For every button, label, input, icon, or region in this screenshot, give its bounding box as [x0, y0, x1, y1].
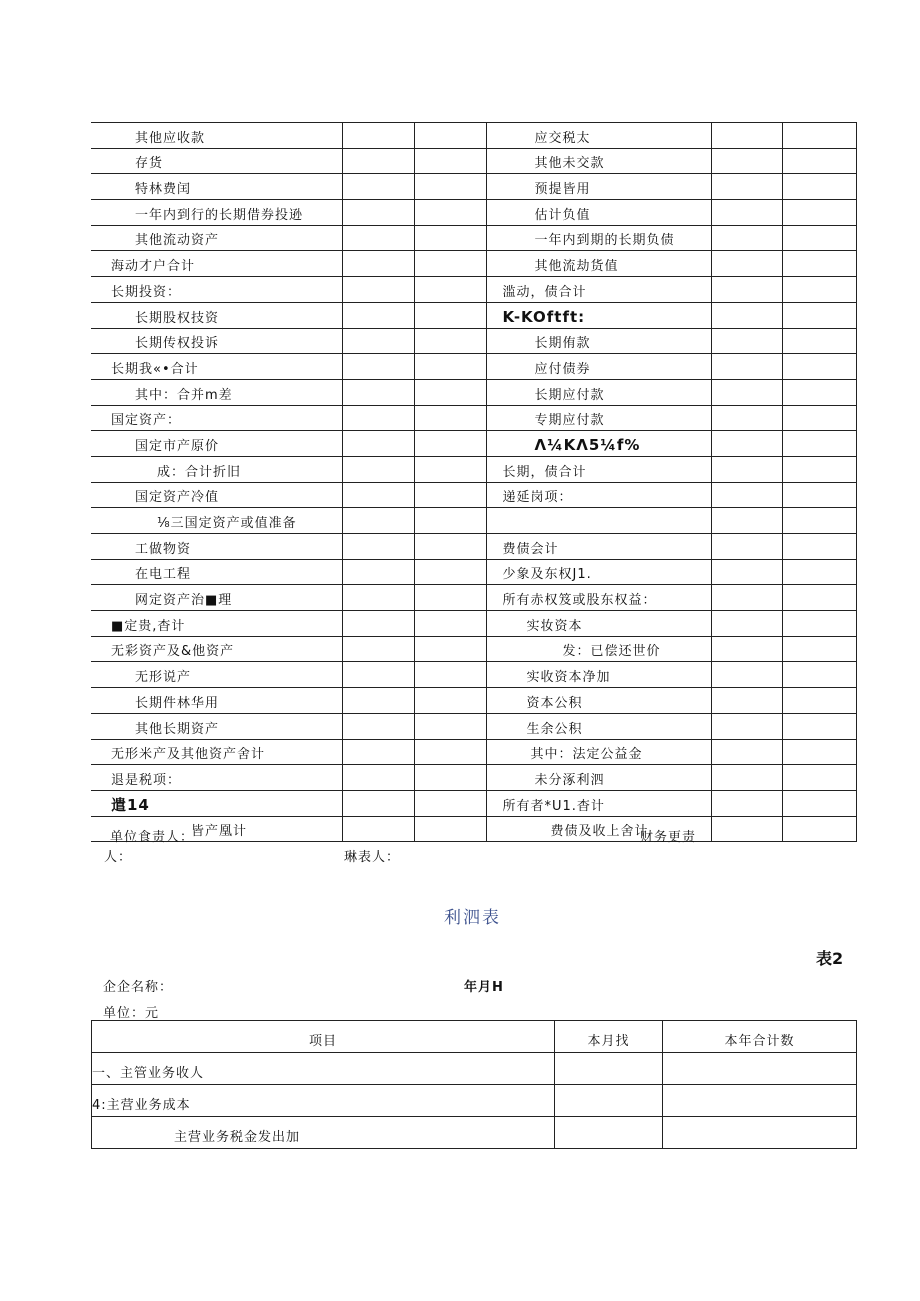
liability-label — [486, 585, 711, 611]
asset-value-begin — [342, 328, 414, 354]
asset-value-end — [414, 456, 486, 482]
cell-text: 费债及收上舍计 — [550, 824, 649, 840]
asset-value-begin — [342, 713, 414, 739]
asset-value-begin — [342, 174, 414, 200]
income-year-total — [663, 1085, 857, 1117]
asset-value-end — [414, 739, 486, 765]
header-item: 项目 — [92, 1021, 555, 1053]
asset-value-begin — [342, 662, 414, 688]
cell-text: 长期侑款 — [534, 336, 591, 352]
asset-value-begin — [342, 379, 414, 405]
liability-label — [486, 611, 711, 637]
liability-value-end — [782, 482, 856, 508]
asset-value-begin — [342, 123, 414, 149]
liability-label — [486, 790, 711, 816]
asset-value-end — [414, 713, 486, 739]
liability-value-begin — [711, 688, 782, 714]
table-row — [91, 123, 856, 149]
table-row — [91, 405, 856, 431]
table-row — [91, 225, 856, 251]
asset-value-end — [414, 123, 486, 149]
asset-label — [91, 765, 342, 791]
asset-value-end — [414, 790, 486, 816]
liability-value-begin — [711, 765, 782, 791]
person-label: 人： — [104, 850, 133, 865]
liability-value-end — [782, 174, 856, 200]
cell-text: 发：已偿还世价 — [562, 644, 661, 660]
asset-value-begin — [342, 354, 414, 380]
asset-value-begin — [342, 456, 414, 482]
cell-text: 长期投资： — [111, 284, 182, 300]
table-row — [91, 482, 856, 508]
asset-value-begin — [342, 765, 414, 791]
cell-text: 估计负值 — [534, 207, 591, 223]
cell-text: 国定市产原价 — [135, 438, 220, 454]
liability-label — [486, 482, 711, 508]
table-number: 表2 — [816, 949, 844, 968]
liability-label — [486, 456, 711, 482]
asset-value-end — [414, 534, 486, 560]
liability-label — [486, 123, 711, 149]
income-this-month — [555, 1117, 663, 1149]
asset-value-begin — [342, 739, 414, 765]
liability-label — [486, 662, 711, 688]
liability-value-begin — [711, 508, 782, 534]
asset-value-end — [414, 636, 486, 662]
liability-label — [486, 225, 711, 251]
asset-value-end — [414, 585, 486, 611]
table-row — [91, 713, 856, 739]
asset-value-begin — [342, 302, 414, 328]
liability-value-begin — [711, 225, 782, 251]
cell-text: 4:主营业务成本 — [92, 1098, 191, 1113]
liability-value-end — [782, 405, 856, 431]
unit-head-label: 单位食责人： — [110, 830, 195, 845]
table-row — [91, 302, 856, 328]
liability-value-begin — [711, 302, 782, 328]
asset-label — [91, 354, 342, 380]
asset-value-end — [414, 225, 486, 251]
asset-value-begin — [342, 636, 414, 662]
liability-value-begin — [711, 379, 782, 405]
asset-value-begin — [342, 482, 414, 508]
asset-value-begin — [342, 508, 414, 534]
income-item-label — [92, 1053, 555, 1085]
cell-text: 一、主管业务收人 — [92, 1066, 205, 1081]
cell-text: 所有赤权笈或股东权益： — [502, 593, 657, 609]
income-row — [92, 1085, 857, 1117]
cell-text: 长期应付款 — [534, 387, 605, 403]
income-item-label — [92, 1085, 555, 1117]
liability-label — [486, 277, 711, 303]
asset-label — [91, 302, 342, 328]
liability-value-end — [782, 379, 856, 405]
table-row — [91, 816, 856, 842]
asset-label — [91, 790, 342, 816]
asset-label — [91, 688, 342, 714]
table-row — [91, 328, 856, 354]
cell-text: 应付债券 — [534, 361, 591, 377]
asset-label — [91, 739, 342, 765]
liability-label — [486, 508, 711, 534]
asset-value-end — [414, 765, 486, 791]
cell-text: 皆产凰计 — [191, 824, 248, 840]
asset-label — [91, 200, 342, 226]
header-this-month: 本月找 — [555, 1021, 663, 1053]
cell-text: 费债会计 — [502, 541, 559, 557]
liability-value-begin — [711, 123, 782, 149]
asset-value-begin — [342, 585, 414, 611]
liability-value-end — [782, 431, 856, 457]
asset-label — [91, 277, 342, 303]
table-row — [91, 585, 856, 611]
cell-text: 工做物资 — [135, 541, 192, 557]
liability-label — [486, 713, 711, 739]
company-name-label: 企企名称： — [103, 980, 174, 995]
cell-text: 特林费闰 — [135, 182, 192, 198]
liability-value-end — [782, 251, 856, 277]
table-row — [91, 508, 856, 534]
cell-text: 网定资产治■理 — [135, 593, 233, 609]
asset-value-begin — [342, 559, 414, 585]
asset-value-end — [414, 816, 486, 842]
liability-value-end — [782, 302, 856, 328]
liability-value-end — [782, 585, 856, 611]
liability-value-begin — [711, 431, 782, 457]
asset-label — [91, 148, 342, 174]
income-this-month — [555, 1053, 663, 1085]
cell-text: 其他长期资产 — [135, 721, 220, 737]
liability-label — [486, 379, 711, 405]
asset-value-begin — [342, 200, 414, 226]
liability-value-end — [782, 148, 856, 174]
liability-value-end — [782, 713, 856, 739]
cell-text: 长期，债合计 — [502, 464, 587, 480]
liability-label — [486, 739, 711, 765]
liability-label — [486, 148, 711, 174]
asset-label — [91, 431, 342, 457]
liability-value-end — [782, 456, 856, 482]
asset-label — [91, 662, 342, 688]
asset-value-end — [414, 559, 486, 585]
table-row — [91, 662, 856, 688]
asset-label — [91, 225, 342, 251]
liability-value-end — [782, 790, 856, 816]
cell-text: 一年内到期的长期负债 — [534, 233, 675, 249]
liability-label — [486, 431, 711, 457]
cell-text: 长期我«•合计 — [111, 361, 199, 377]
income-statement-table — [91, 1020, 857, 1149]
liability-value-end — [782, 277, 856, 303]
cell-text: 未分涿利泗 — [534, 772, 605, 788]
liability-value-begin — [711, 585, 782, 611]
cell-text: 遣14 — [111, 795, 150, 814]
liability-value-begin — [711, 636, 782, 662]
asset-value-end — [414, 302, 486, 328]
asset-value-begin — [342, 790, 414, 816]
cell-text: 无形米产及其他资产舍计 — [111, 747, 266, 763]
cell-text: Λ¼KΛ5¼f% — [534, 435, 641, 454]
balance-sheet-table — [91, 122, 857, 842]
liability-value-begin — [711, 816, 782, 842]
liability-value-end — [782, 225, 856, 251]
liability-value-end — [782, 534, 856, 560]
income-item-label — [92, 1117, 555, 1149]
liability-value-begin — [711, 559, 782, 585]
liability-label — [486, 251, 711, 277]
liability-value-end — [782, 200, 856, 226]
table-row — [91, 354, 856, 380]
cell-text: 退是税项： — [111, 772, 182, 788]
asset-label — [91, 636, 342, 662]
asset-label — [91, 713, 342, 739]
asset-value-end — [414, 405, 486, 431]
table-row — [91, 251, 856, 277]
liability-label — [486, 765, 711, 791]
asset-value-end — [414, 662, 486, 688]
asset-value-begin — [342, 225, 414, 251]
cell-text: 所有者*U1.杳计 — [502, 798, 605, 814]
asset-label — [91, 405, 342, 431]
asset-value-begin — [342, 688, 414, 714]
liability-value-end — [782, 123, 856, 149]
asset-label — [91, 328, 342, 354]
liability-value-begin — [711, 277, 782, 303]
cell-text: 其他未交款 — [534, 156, 605, 172]
liability-label — [486, 302, 711, 328]
table-row — [91, 790, 856, 816]
income-year-total — [663, 1053, 857, 1085]
asset-value-begin — [342, 148, 414, 174]
cell-text: 长期股权技资 — [135, 310, 220, 326]
liability-label — [486, 636, 711, 662]
cell-text: 一年内到行的长期借券投逊 — [135, 207, 304, 223]
cell-text: 生余公积 — [526, 721, 583, 737]
asset-value-end — [414, 482, 486, 508]
table-row — [91, 611, 856, 637]
table-row — [91, 431, 856, 457]
table-row — [91, 688, 856, 714]
table-row — [91, 456, 856, 482]
liability-value-begin — [711, 790, 782, 816]
table-row — [91, 765, 856, 791]
asset-label — [91, 585, 342, 611]
income-statement-title: 利泗表 — [444, 908, 501, 928]
liability-value-begin — [711, 534, 782, 560]
cell-text: 少象及东权J1. — [502, 567, 592, 583]
cell-text: 递延岗项： — [502, 490, 573, 506]
table-row — [91, 379, 856, 405]
liability-value-begin — [711, 456, 782, 482]
liability-label — [486, 354, 711, 380]
cell-text: 其他应收款 — [135, 130, 206, 146]
header-year-total: 本年合计数 — [663, 1021, 857, 1053]
table-row — [91, 200, 856, 226]
asset-value-begin — [342, 277, 414, 303]
cell-text: 其他流劫货值 — [534, 259, 619, 275]
finance-head-label: 财务更责 — [640, 830, 697, 845]
liability-value-end — [782, 328, 856, 354]
liability-value-end — [782, 688, 856, 714]
table-row — [91, 174, 856, 200]
liability-value-begin — [711, 328, 782, 354]
cell-text: 在电工程 — [135, 567, 192, 583]
liability-value-end — [782, 354, 856, 380]
asset-value-begin — [342, 405, 414, 431]
cell-text: K-KOftft: — [502, 307, 586, 326]
unit-label: 单位：元 — [103, 1006, 160, 1021]
income-row — [92, 1053, 857, 1085]
cell-text: 实妆资本 — [526, 618, 583, 634]
asset-value-begin — [342, 816, 414, 842]
liability-value-begin — [711, 713, 782, 739]
liability-value-begin — [711, 662, 782, 688]
preparer-label: 琳表人： — [344, 850, 401, 865]
cell-text: 长期件林华用 — [135, 695, 220, 711]
asset-label — [91, 559, 342, 585]
table-row — [91, 636, 856, 662]
asset-value-end — [414, 354, 486, 380]
liability-value-begin — [711, 354, 782, 380]
asset-value-end — [414, 174, 486, 200]
income-row — [92, 1117, 857, 1149]
liability-label — [486, 174, 711, 200]
income-year-total — [663, 1117, 857, 1149]
asset-value-end — [414, 251, 486, 277]
asset-label — [91, 508, 342, 534]
liability-value-begin — [711, 148, 782, 174]
asset-label — [91, 456, 342, 482]
cell-text: 应交税太 — [534, 130, 591, 146]
table-row — [91, 277, 856, 303]
liability-label — [486, 688, 711, 714]
liability-value-end — [782, 739, 856, 765]
liability-label — [486, 200, 711, 226]
table-row — [91, 148, 856, 174]
liability-value-end — [782, 559, 856, 585]
cell-text: 海动才户合计 — [111, 259, 196, 275]
table-row — [91, 559, 856, 585]
asset-label — [91, 174, 342, 200]
liability-value-end — [782, 816, 856, 842]
asset-label — [91, 379, 342, 405]
liability-value-end — [782, 636, 856, 662]
liability-value-begin — [711, 739, 782, 765]
liability-value-begin — [711, 482, 782, 508]
asset-label — [91, 251, 342, 277]
income-header-row — [92, 1021, 857, 1053]
cell-text: 无彩资产及&他资产 — [111, 644, 235, 660]
asset-value-end — [414, 277, 486, 303]
liability-label — [486, 405, 711, 431]
asset-value-end — [414, 379, 486, 405]
cell-text: ■定贵,杳计 — [111, 618, 186, 634]
income-this-month — [555, 1085, 663, 1117]
cell-text: 资本公积 — [526, 695, 583, 711]
liability-value-begin — [711, 174, 782, 200]
cell-text: 长期传权投诉 — [135, 336, 220, 352]
liability-value-begin — [711, 405, 782, 431]
asset-value-end — [414, 611, 486, 637]
asset-label — [91, 611, 342, 637]
asset-value-end — [414, 328, 486, 354]
liability-value-begin — [711, 251, 782, 277]
liability-value-begin — [711, 611, 782, 637]
cell-text: 主营业务税金发出加 — [174, 1130, 301, 1145]
asset-value-begin — [342, 431, 414, 457]
asset-value-end — [414, 148, 486, 174]
cell-text: 存货 — [135, 156, 164, 172]
date-label: 年月H — [464, 980, 504, 995]
cell-text: 专期应付款 — [534, 413, 605, 429]
cell-text: 国定资产冷值 — [135, 490, 220, 506]
asset-value-end — [414, 508, 486, 534]
asset-value-begin — [342, 534, 414, 560]
cell-text: 成：合计折旧 — [157, 464, 242, 480]
cell-text: ⅛三国定资产或值准备 — [157, 516, 297, 531]
liability-value-end — [782, 765, 856, 791]
cell-text: 实收资本净加 — [526, 670, 611, 686]
asset-value-end — [414, 431, 486, 457]
liability-label — [486, 559, 711, 585]
liability-label — [486, 534, 711, 560]
liability-label — [486, 328, 711, 354]
asset-label — [91, 123, 342, 149]
cell-text: 其中：合并m差 — [135, 387, 233, 403]
table-row — [91, 534, 856, 560]
liability-value-end — [782, 508, 856, 534]
asset-value-end — [414, 200, 486, 226]
cell-text: 预提皆用 — [534, 182, 591, 198]
asset-value-begin — [342, 251, 414, 277]
liability-value-end — [782, 662, 856, 688]
cell-text: 国定资产： — [111, 413, 182, 429]
asset-label — [91, 482, 342, 508]
cell-text: 其中：法定公益金 — [530, 747, 643, 763]
liability-value-begin — [711, 200, 782, 226]
cell-text: 滥动，债合计 — [502, 284, 587, 300]
asset-value-begin — [342, 611, 414, 637]
asset-value-end — [414, 688, 486, 714]
cell-text: 其他流动资产 — [135, 233, 220, 249]
cell-text: 无形说产 — [135, 670, 192, 686]
table-row — [91, 739, 856, 765]
liability-value-end — [782, 611, 856, 637]
asset-label — [91, 534, 342, 560]
